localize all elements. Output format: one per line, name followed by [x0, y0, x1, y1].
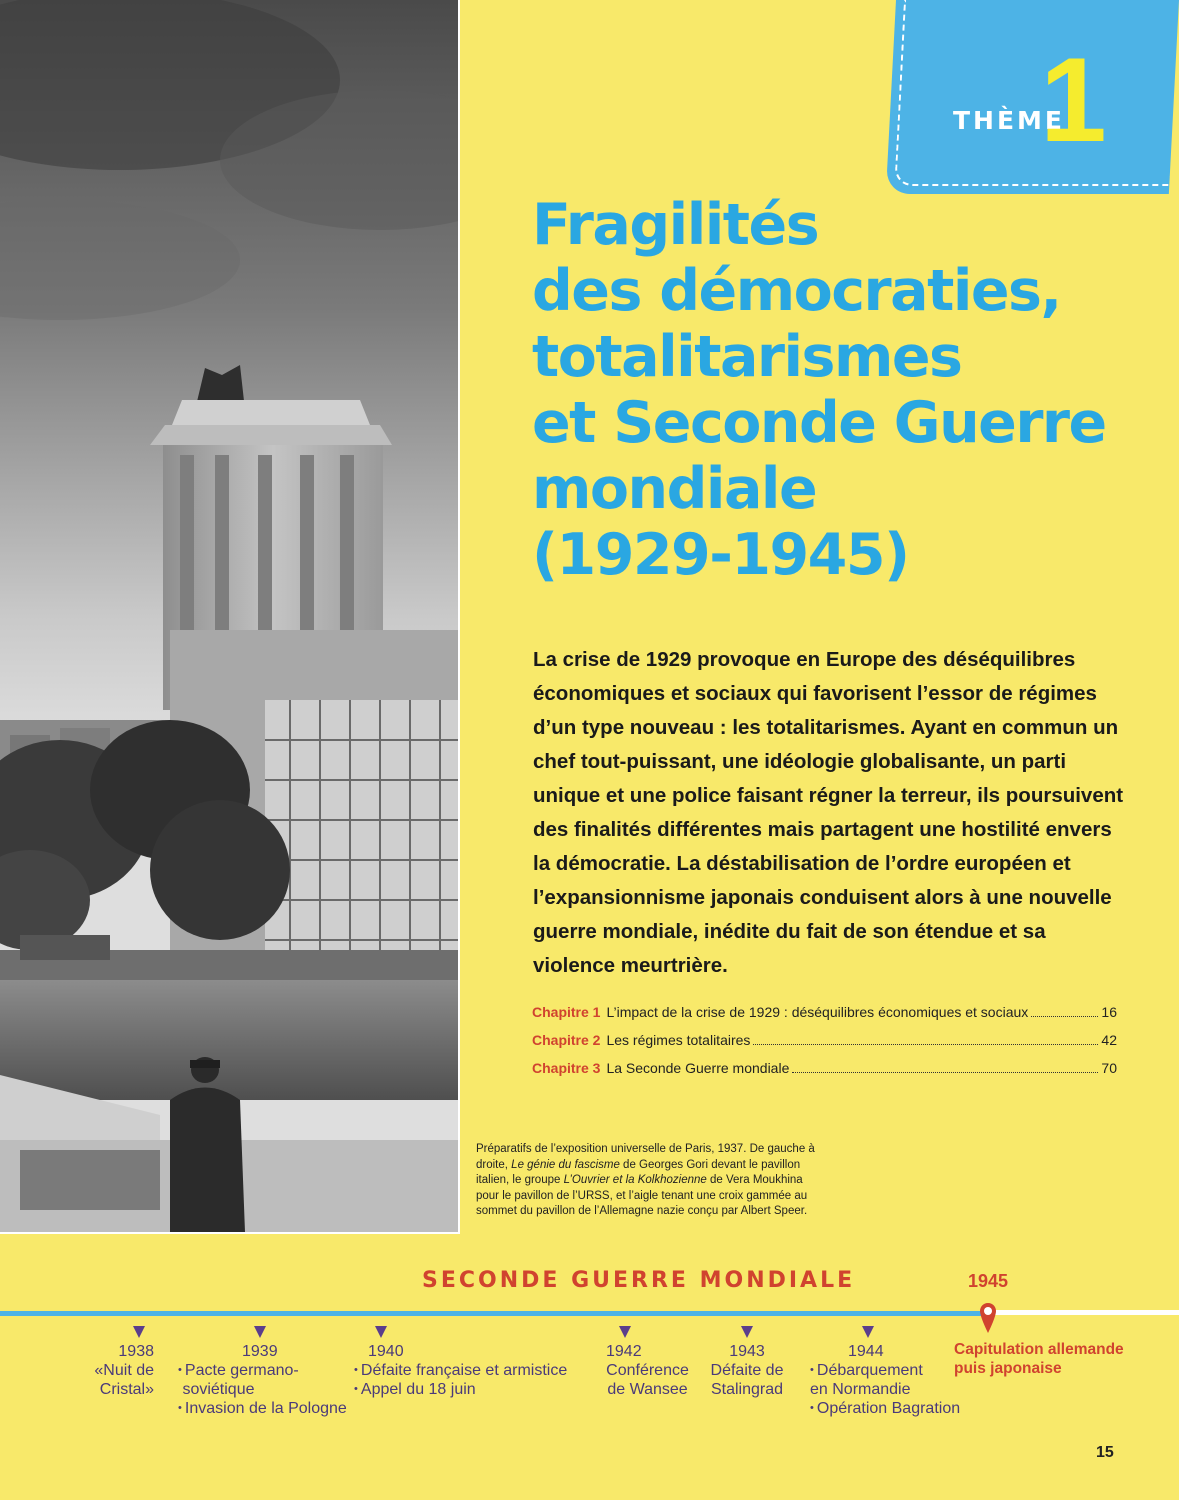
- timeline-event-1942: [600, 1342, 695, 1399]
- title-line: des démocraties,: [532, 258, 1061, 324]
- event-year: 1938: [118, 1343, 154, 1360]
- title-line: Fragilités: [532, 192, 819, 258]
- photo-caption: [476, 1142, 816, 1220]
- caption-text: de Georges Gori devant le pavillon italien, le groupe: [476, 1158, 801, 1186]
- toc-entry[interactable]: [532, 1054, 1117, 1082]
- timeline-marker: [133, 1326, 145, 1338]
- toc-chapter: Chapitre 1: [532, 1004, 601, 1020]
- toc-chapter: Chapitre 3: [532, 1060, 601, 1076]
- timeline-event-1943: [702, 1342, 792, 1399]
- event-text: de Wansee: [607, 1381, 688, 1398]
- caption-text: de Vera Moukhina pour le pavillon de l’URSS, et l’aigle tenant une croix gammée au sommet du pavillon de l’Allemagne nazie conçu par Albert Speer.: [476, 1174, 808, 1217]
- caption-text: Préparatifs de l’exposition universelle de Paris, 1937. De gauche à droite,: [476, 1143, 815, 1171]
- timeline-marker: [254, 1326, 266, 1338]
- toc-title: La Seconde Guerre mondiale: [606, 1060, 790, 1076]
- toc-page: 70: [1101, 1060, 1117, 1076]
- event-year: 1943: [729, 1343, 765, 1360]
- event-text: «Nuit de: [94, 1362, 154, 1379]
- timeline-event-1938: [88, 1342, 154, 1399]
- event-text: Cristal»: [99, 1381, 154, 1398]
- timeline-bar: [0, 1311, 985, 1316]
- toc-page: 16: [1101, 1004, 1117, 1020]
- event-year: 1939: [242, 1343, 278, 1360]
- timeline-event-1940: [354, 1342, 594, 1399]
- page-title: [532, 192, 1152, 588]
- event-item: • Débarquement en Normandie: [810, 1361, 935, 1399]
- title-line: et Seconde Guerre: [532, 390, 1106, 456]
- table-of-contents: [532, 998, 1117, 1082]
- timeline-end-year: 1945: [968, 1271, 1009, 1291]
- timeline-end-event: Capitulation allemande puis japonaise: [954, 1341, 1124, 1377]
- map-pin-icon: [979, 1302, 997, 1334]
- theme-label: THÈME: [953, 106, 1066, 135]
- timeline-marker: [375, 1326, 387, 1338]
- page-number: 15: [1096, 1444, 1114, 1461]
- timeline-event-1944: [810, 1342, 970, 1418]
- theme-number: 1: [1040, 33, 1107, 167]
- title-line: mondiale: [532, 456, 817, 522]
- toc-title: Les régimes totalitaires: [606, 1032, 751, 1048]
- toc-chapter: Chapitre 2: [532, 1032, 601, 1048]
- historic-photo: [0, 0, 460, 1234]
- timeline-event-1939: [178, 1342, 358, 1418]
- event-text: Stalingrad: [710, 1381, 784, 1398]
- theme-tab: [886, 0, 1179, 194]
- title-line: totalitarismes: [532, 324, 962, 390]
- event-year: 1942: [606, 1343, 642, 1360]
- event-item: • Appel du 18 juin: [354, 1380, 594, 1399]
- toc-leader: [1031, 1016, 1098, 1017]
- toc-leader: [792, 1072, 1098, 1073]
- toc-title: L’impact de la crise de 1929 : déséquilibres économiques et sociaux: [606, 1004, 1029, 1020]
- timeline-marker: [619, 1326, 631, 1338]
- timeline-marker: [862, 1326, 874, 1338]
- timeline-bar-end: [992, 1310, 1179, 1315]
- title-line: (1929-1945): [532, 522, 909, 588]
- caption-artwork: Le génie du fascisme: [511, 1158, 620, 1171]
- event-text: Défaite de: [710, 1362, 784, 1379]
- event-item: • Défaite française et armistice: [354, 1361, 594, 1380]
- toc-entry[interactable]: [532, 998, 1117, 1026]
- intro-paragraph: La crise de 1929 provoque en Europe des déséquilibres économiques et sociaux qui favorisent l’essor de régimes d’un type nouveau : les totalitarismes. Ayant en commun un chef tout-puissant, une idéologie globalisante, un parti unique et une police faisant régner la terreur, ils poursuivent des finalités différentes mais partagent une hostilité envers la démocratie. La déstabilisation de l’ordre européen et l’expansionnisme japonais conduisent alors à une nouvelle guerre mondiale, inédite du fait de son étendue et sa violence meurtrière.: [533, 648, 1124, 977]
- event-item: • Opération Bagration: [810, 1399, 970, 1418]
- event-text: Conférence: [606, 1362, 689, 1379]
- timeline-marker: [741, 1326, 753, 1338]
- event-year: 1940: [368, 1343, 404, 1360]
- timeline-title: SECONDE GUERRE MONDIALE: [422, 1268, 856, 1293]
- caption-artwork: L’Ouvrier et la Kolkhozienne: [563, 1174, 707, 1186]
- toc-leader: [753, 1044, 1098, 1045]
- toc-page: 42: [1101, 1032, 1117, 1048]
- event-year: 1944: [848, 1343, 884, 1360]
- event-item: • Invasion de la Pologne: [178, 1399, 358, 1418]
- toc-entry[interactable]: [532, 1026, 1117, 1054]
- event-item: • Pacte germano- soviétique: [178, 1361, 308, 1399]
